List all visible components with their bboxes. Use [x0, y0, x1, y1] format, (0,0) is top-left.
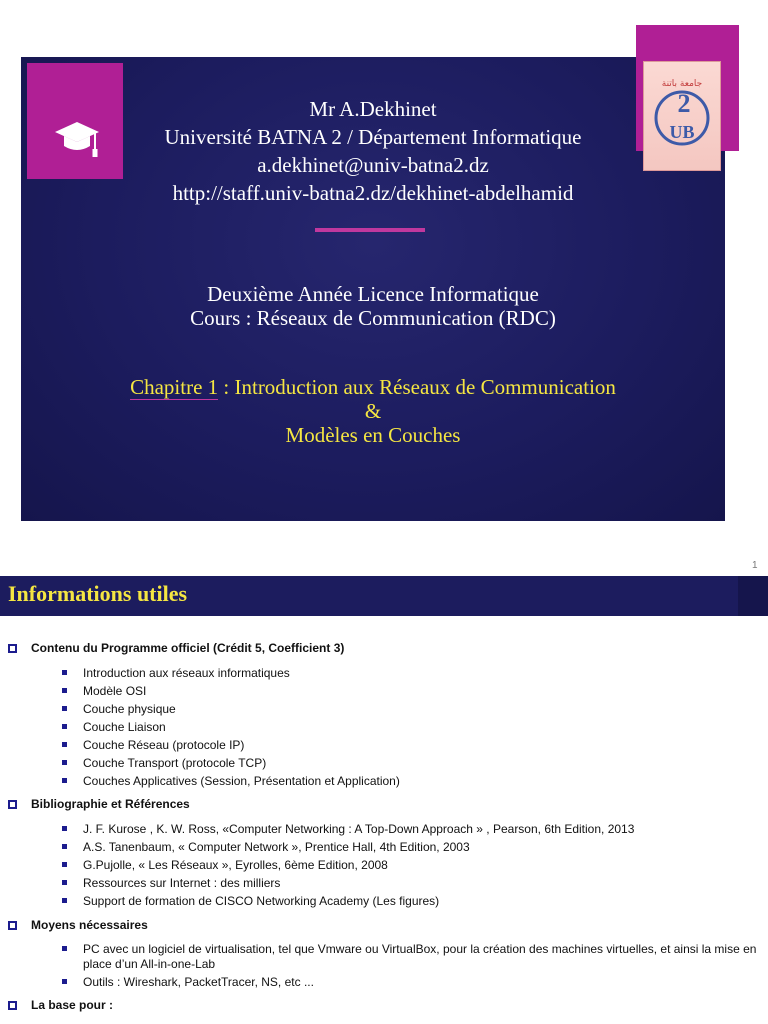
slide-title: Informations utiles: [8, 581, 188, 606]
course-level: Deuxième Année Licence Informatique: [207, 282, 539, 306]
divider: [315, 228, 425, 232]
chapter-title: [21, 375, 725, 399]
checkbox-bullet-icon: [8, 644, 17, 653]
square-bullet-icon: [62, 844, 67, 849]
svg-text:UB: UB: [669, 122, 695, 142]
section-heading: Moyens nécessaires: [8, 918, 148, 932]
square-bullet-icon: [62, 979, 67, 984]
checkbox-bullet-icon: [8, 921, 17, 930]
author-email: a.dekhinet@univ-batna2.dz: [257, 153, 489, 177]
author-block: [21, 95, 725, 207]
section-heading: La base pour :: [8, 998, 113, 1012]
chapter-ampersand: &: [364, 399, 382, 423]
svg-text:2: 2: [677, 89, 691, 118]
square-bullet-icon: [62, 670, 67, 675]
square-bullet-icon: [62, 760, 67, 765]
section-heading: Bibliographie et Références: [8, 797, 190, 811]
square-bullet-icon: [62, 688, 67, 693]
square-bullet-icon: [62, 742, 67, 747]
slide-header: [0, 576, 768, 616]
square-bullet-icon: [62, 724, 67, 729]
chapter-number: Chapitre 1: [130, 375, 219, 399]
square-bullet-icon: [62, 778, 67, 783]
author-name: Mr A.Dekhinet: [309, 97, 437, 121]
header-accent: [738, 576, 768, 616]
course-name: Cours : Réseaux de Communication (RDC): [190, 306, 556, 330]
page-number: 1: [752, 560, 758, 571]
chapter-block: [21, 375, 725, 447]
checkbox-bullet-icon: [8, 1001, 17, 1010]
affiliation: Université BATNA 2 / Département Informatique: [164, 125, 582, 149]
chapter-subtitle: Modèles en Couches: [285, 423, 461, 447]
square-bullet-icon: [62, 898, 67, 903]
svg-text:جامعة باتنة: جامعة باتنة: [661, 79, 703, 89]
square-bullet-icon: [62, 862, 67, 867]
checkbox-bullet-icon: [8, 800, 17, 809]
section-heading: Contenu du Programme officiel (Crédit 5, Coefficient 3): [8, 641, 344, 655]
square-bullet-icon: [62, 826, 67, 831]
square-bullet-icon: [62, 946, 67, 951]
course-block: [21, 282, 725, 330]
chapter-subject: : Introduction aux Réseaux de Communication: [218, 375, 616, 399]
square-bullet-icon: [62, 706, 67, 711]
author-url: http://staff.univ-batna2.dz/dekhinet-abdelhamid: [172, 181, 574, 205]
square-bullet-icon: [62, 880, 67, 885]
